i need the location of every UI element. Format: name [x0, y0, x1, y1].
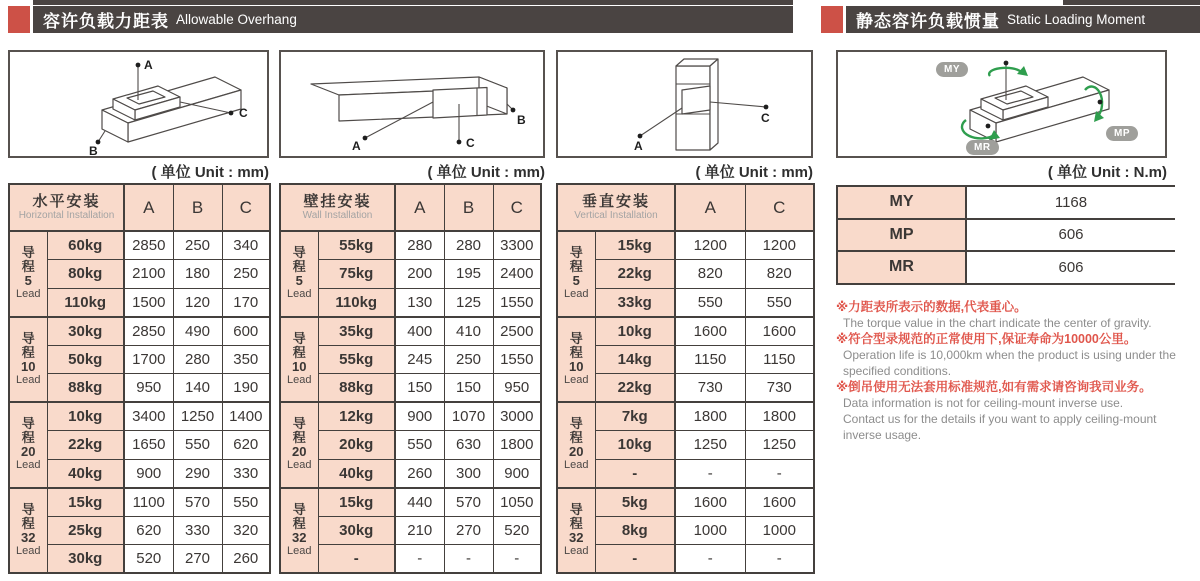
value-cell: 245: [395, 345, 444, 374]
value-cell: 620: [222, 431, 270, 460]
lead-group-cell: 导 程 32 Lead: [557, 488, 595, 574]
moment-label-cell: MR: [837, 251, 966, 284]
value-cell: 1800: [745, 402, 814, 431]
note-text-en: The torque value in the chart indicate the center of gravity.: [843, 316, 1152, 330]
value-cell: 200: [395, 260, 444, 289]
note-text-en: Data information is not for ceiling-mount inverse use.: [843, 396, 1124, 410]
value-cell: 280: [173, 345, 222, 374]
value-cell: 550: [395, 431, 444, 460]
table-row: [557, 545, 814, 574]
table-row: [280, 488, 541, 517]
value-cell: 170: [222, 288, 270, 317]
point-label-b: B: [89, 144, 98, 158]
value-cell: 1100: [124, 488, 173, 517]
load-cell: 110kg: [318, 288, 395, 317]
load-cell: 7kg: [595, 402, 675, 431]
value-cell: 150: [444, 374, 493, 403]
value-cell: -: [675, 459, 745, 488]
diagram-vertical-installation: [556, 50, 813, 158]
unit-label-mm: ( 单位 Unit : mm): [427, 164, 545, 181]
value-cell: 600: [222, 317, 270, 346]
load-cell: 25kg: [47, 516, 124, 545]
load-cell: 30kg: [318, 516, 395, 545]
value-cell: 260: [222, 545, 270, 574]
value-cell: 1600: [675, 488, 745, 517]
note-text-en: Operation life is 10,000km when the product is using under the: [843, 348, 1176, 362]
value-cell: 140: [173, 374, 222, 403]
load-cell: 15kg: [595, 231, 675, 260]
value-cell: -: [745, 545, 814, 574]
value-cell: 270: [444, 516, 493, 545]
column-header: C: [745, 184, 814, 231]
value-cell: 1600: [675, 317, 745, 346]
value-cell: 2500: [493, 317, 541, 346]
vertical-install-sketch: [558, 52, 811, 156]
value-cell: 350: [222, 345, 270, 374]
value-cell: 290: [173, 459, 222, 488]
load-cell: 30kg: [47, 545, 124, 574]
value-cell: 1800: [675, 402, 745, 431]
horizontal-installation-table: [8, 183, 271, 574]
load-cell: 55kg: [318, 345, 395, 374]
value-cell: 250: [173, 231, 222, 260]
table-row: [280, 260, 541, 289]
unit-label-mm: ( 单位 Unit : mm): [151, 164, 269, 181]
load-cell: 8kg: [595, 516, 675, 545]
value-cell: 490: [173, 317, 222, 346]
value-cell: 950: [124, 374, 173, 403]
value-cell: 180: [173, 260, 222, 289]
table-row: [280, 516, 541, 545]
value-cell: 820: [675, 260, 745, 289]
value-cell: 1050: [493, 488, 541, 517]
wall-installation-table: [279, 183, 542, 574]
moment-label-cell: MP: [837, 219, 966, 252]
value-cell: -: [675, 545, 745, 574]
load-cell: 50kg: [47, 345, 124, 374]
moment-label-mp: MP: [1106, 126, 1138, 141]
table-row: [557, 288, 814, 317]
horizontal-install-sketch: [10, 52, 267, 156]
load-cell: 40kg: [318, 459, 395, 488]
column-header: B: [173, 184, 222, 231]
point-label-a: A: [144, 58, 153, 72]
load-cell: 12kg: [318, 402, 395, 431]
value-cell: 400: [395, 317, 444, 346]
value-cell: 520: [493, 516, 541, 545]
value-cell: 550: [173, 431, 222, 460]
load-cell: 10kg: [595, 431, 675, 460]
column-header: C: [222, 184, 270, 231]
table-header-row: [280, 184, 541, 231]
red-accent-square: [821, 6, 843, 33]
value-cell: 120: [173, 288, 222, 317]
value-cell: 950: [493, 374, 541, 403]
load-cell: 75kg: [318, 260, 395, 289]
point-label-a: A: [634, 139, 643, 153]
table-row: [280, 402, 541, 431]
installation-title: [280, 184, 395, 231]
lead-group-cell: 导 程 10 Lead: [280, 317, 318, 403]
table-row: [9, 488, 270, 517]
value-cell: 550: [675, 288, 745, 317]
value-cell: 570: [173, 488, 222, 517]
installation-title: [557, 184, 675, 231]
table-row: [280, 317, 541, 346]
installation-title-en: Vertical Installation: [574, 210, 658, 221]
load-cell: 110kg: [47, 288, 124, 317]
table-row: [557, 317, 814, 346]
load-cell: 40kg: [47, 459, 124, 488]
value-cell: 340: [222, 231, 270, 260]
section-header-overhang: [8, 6, 793, 33]
value-cell: -: [395, 545, 444, 574]
table-row: [557, 231, 814, 260]
table-row: [280, 545, 541, 574]
value-cell: 250: [222, 260, 270, 289]
value-cell: 520: [124, 545, 173, 574]
point-label-b: B: [517, 113, 526, 127]
load-cell: 10kg: [595, 317, 675, 346]
point-label-c: C: [761, 111, 770, 125]
value-cell: 1800: [493, 431, 541, 460]
point-label-c: C: [466, 136, 475, 150]
value-cell: 130: [395, 288, 444, 317]
value-cell: 550: [222, 488, 270, 517]
section-title-en: Allowable Overhang: [176, 12, 297, 27]
section-header-moment: [821, 6, 1200, 33]
value-cell: 1600: [745, 317, 814, 346]
moment-label-my: MY: [936, 62, 968, 77]
section-header-bar: [33, 6, 793, 33]
column-header: A: [124, 184, 173, 231]
section-header-bar: [846, 6, 1200, 33]
load-cell: 5kg: [595, 488, 675, 517]
horizontal-spec-table: [8, 183, 271, 574]
note-text-en: specified conditions.: [843, 364, 952, 378]
value-cell: 1250: [745, 431, 814, 460]
moment-value-cell: 606: [966, 251, 1175, 284]
table-row: [557, 431, 814, 460]
lead-group-cell: 导 程 20 Lead: [9, 402, 47, 488]
table-row: [557, 345, 814, 374]
table-row: [280, 288, 541, 317]
diagram-wall-installation: [279, 50, 545, 158]
table-row: [9, 345, 270, 374]
wall-install-sketch: [281, 52, 543, 156]
lead-group-cell: 导 程 20 Lead: [280, 402, 318, 488]
value-cell: 900: [493, 459, 541, 488]
value-cell: 900: [124, 459, 173, 488]
table-row: [9, 288, 270, 317]
value-cell: 270: [173, 545, 222, 574]
note-text-en: Contact us for the details if you want to apply ceiling-mount: [843, 412, 1157, 426]
value-cell: 1070: [444, 402, 493, 431]
value-cell: 1150: [675, 345, 745, 374]
value-cell: 1000: [675, 516, 745, 545]
column-header: C: [493, 184, 541, 231]
load-cell: 22kg: [47, 431, 124, 460]
load-cell: 10kg: [47, 402, 124, 431]
value-cell: 630: [444, 431, 493, 460]
table-row: [557, 516, 814, 545]
top-divider-right: [1063, 0, 1200, 5]
moment-spec-table: [836, 185, 1175, 285]
table-row: [9, 431, 270, 460]
table-row: [557, 374, 814, 403]
value-cell: 260: [395, 459, 444, 488]
value-cell: 125: [444, 288, 493, 317]
moment-value-cell: 1168: [966, 186, 1175, 219]
load-cell: 15kg: [47, 488, 124, 517]
value-cell: 1400: [222, 402, 270, 431]
value-cell: 190: [222, 374, 270, 403]
load-cell: 35kg: [318, 317, 395, 346]
table-row: [280, 345, 541, 374]
value-cell: 900: [395, 402, 444, 431]
value-cell: 410: [444, 317, 493, 346]
value-cell: 570: [444, 488, 493, 517]
note-text-zh: ※倒吊使用无法套用标准规范,如有需求请咨询我司业务。: [836, 380, 1152, 394]
table-row: [280, 374, 541, 403]
value-cell: 3000: [493, 402, 541, 431]
lead-group-cell: 导 程 5 Lead: [557, 231, 595, 317]
load-cell: 30kg: [47, 317, 124, 346]
value-cell: 1550: [493, 288, 541, 317]
load-cell: 33kg: [595, 288, 675, 317]
diagram-horizontal-installation: [8, 50, 269, 158]
installation-title: [9, 184, 124, 231]
table-row: [9, 231, 270, 260]
value-cell: 1500: [124, 288, 173, 317]
table-row: [280, 459, 541, 488]
lead-group-cell: 导 程 20 Lead: [557, 402, 595, 488]
installation-title-zh: 垂直安装: [581, 193, 650, 210]
section-title-zh: 容许负载力距表: [43, 12, 169, 31]
value-cell: 1000: [745, 516, 814, 545]
value-cell: 1150: [745, 345, 814, 374]
load-cell: 15kg: [318, 488, 395, 517]
installation-title-zh: 水平安装: [32, 193, 101, 210]
load-cell: -: [318, 545, 395, 574]
load-cell: 14kg: [595, 345, 675, 374]
table-row: [9, 516, 270, 545]
value-cell: 2100: [124, 260, 173, 289]
value-cell: 1250: [675, 431, 745, 460]
value-cell: 210: [395, 516, 444, 545]
value-cell: 300: [444, 459, 493, 488]
table-row: [9, 317, 270, 346]
value-cell: 250: [444, 345, 493, 374]
value-cell: -: [745, 459, 814, 488]
load-cell: 88kg: [318, 374, 395, 403]
value-cell: 730: [675, 374, 745, 403]
value-cell: 2400: [493, 260, 541, 289]
value-cell: 330: [222, 459, 270, 488]
diagram-moment-axes: [836, 50, 1167, 158]
table-row: [9, 374, 270, 403]
value-cell: 1550: [493, 345, 541, 374]
value-cell: 280: [444, 231, 493, 260]
table-row: [280, 231, 541, 260]
value-cell: 1650: [124, 431, 173, 460]
lead-group-cell: 导 程 32 Lead: [280, 488, 318, 574]
load-cell: 20kg: [318, 431, 395, 460]
table-row: [557, 260, 814, 289]
value-cell: 1600: [745, 488, 814, 517]
table-row: [9, 545, 270, 574]
load-cell: 22kg: [595, 374, 675, 403]
value-cell: 3300: [493, 231, 541, 260]
value-cell: -: [444, 545, 493, 574]
value-cell: 2850: [124, 231, 173, 260]
value-cell: 150: [395, 374, 444, 403]
lead-group-cell: 导 程 5 Lead: [9, 231, 47, 317]
value-cell: 330: [173, 516, 222, 545]
value-cell: -: [493, 545, 541, 574]
table-row: [557, 488, 814, 517]
point-label-a: A: [352, 139, 361, 153]
moment-label-mr: MR: [966, 140, 999, 155]
table-header-row: [557, 184, 814, 231]
red-accent-square: [8, 6, 30, 33]
moment-label-cell: MY: [837, 186, 966, 219]
section-title-zh: 静态容许负载惯量: [856, 12, 1000, 31]
vertical-installation-table: [556, 183, 815, 574]
load-cell: 55kg: [318, 231, 395, 260]
installation-title-en: Horizontal Installation: [18, 210, 115, 221]
load-cell: 22kg: [595, 260, 675, 289]
top-divider-left: [33, 0, 793, 5]
table-row: [9, 459, 270, 488]
load-cell: 80kg: [47, 260, 124, 289]
table-row: [837, 186, 1175, 219]
value-cell: 320: [222, 516, 270, 545]
vertical-spec-table: [556, 183, 815, 574]
lead-group-cell: 导 程 10 Lead: [9, 317, 47, 403]
value-cell: 3400: [124, 402, 173, 431]
static-loading-moment-table: [836, 185, 1175, 285]
note-text-zh: ※力距表所表示的数据,代表重心。: [836, 300, 1027, 314]
value-cell: 1700: [124, 345, 173, 374]
installation-title-en: Wall Installation: [302, 210, 373, 221]
load-cell: -: [595, 545, 675, 574]
load-cell: -: [595, 459, 675, 488]
note-text-en: inverse usage.: [843, 428, 922, 442]
load-cell: 60kg: [47, 231, 124, 260]
value-cell: 440: [395, 488, 444, 517]
value-cell: 620: [124, 516, 173, 545]
moment-value-cell: 606: [966, 219, 1175, 252]
table-row: [557, 459, 814, 488]
value-cell: 1200: [745, 231, 814, 260]
column-header: A: [675, 184, 745, 231]
value-cell: 730: [745, 374, 814, 403]
table-row: [9, 402, 270, 431]
table-header-row: [9, 184, 270, 231]
note-text-zh: ※符合型录规范的正常使用下,保证寿命为10000公里。: [836, 332, 1137, 346]
value-cell: 195: [444, 260, 493, 289]
value-cell: 2850: [124, 317, 173, 346]
column-header: B: [444, 184, 493, 231]
table-row: [837, 251, 1175, 284]
section-title-en: Static Loading Moment: [1007, 12, 1146, 27]
table-row: [9, 260, 270, 289]
lead-group-cell: 导 程 32 Lead: [9, 488, 47, 574]
value-cell: 280: [395, 231, 444, 260]
value-cell: 1250: [173, 402, 222, 431]
value-cell: 820: [745, 260, 814, 289]
value-cell: 1200: [675, 231, 745, 260]
installation-title-zh: 壁挂安装: [303, 193, 372, 210]
load-cell: 88kg: [47, 374, 124, 403]
value-cell: 550: [745, 288, 814, 317]
table-row: [837, 219, 1175, 252]
unit-label-mm: ( 单位 Unit : mm): [695, 164, 813, 181]
wall-spec-table: [279, 183, 542, 574]
lead-group-cell: 导 程 5 Lead: [280, 231, 318, 317]
table-row: [280, 431, 541, 460]
unit-label-nm: ( 单位 Unit : N.m): [1047, 164, 1167, 181]
lead-group-cell: 导 程 10 Lead: [557, 317, 595, 403]
point-label-c: C: [239, 106, 248, 120]
column-header: A: [395, 184, 444, 231]
notes-section: [836, 299, 1200, 443]
table-row: [557, 402, 814, 431]
